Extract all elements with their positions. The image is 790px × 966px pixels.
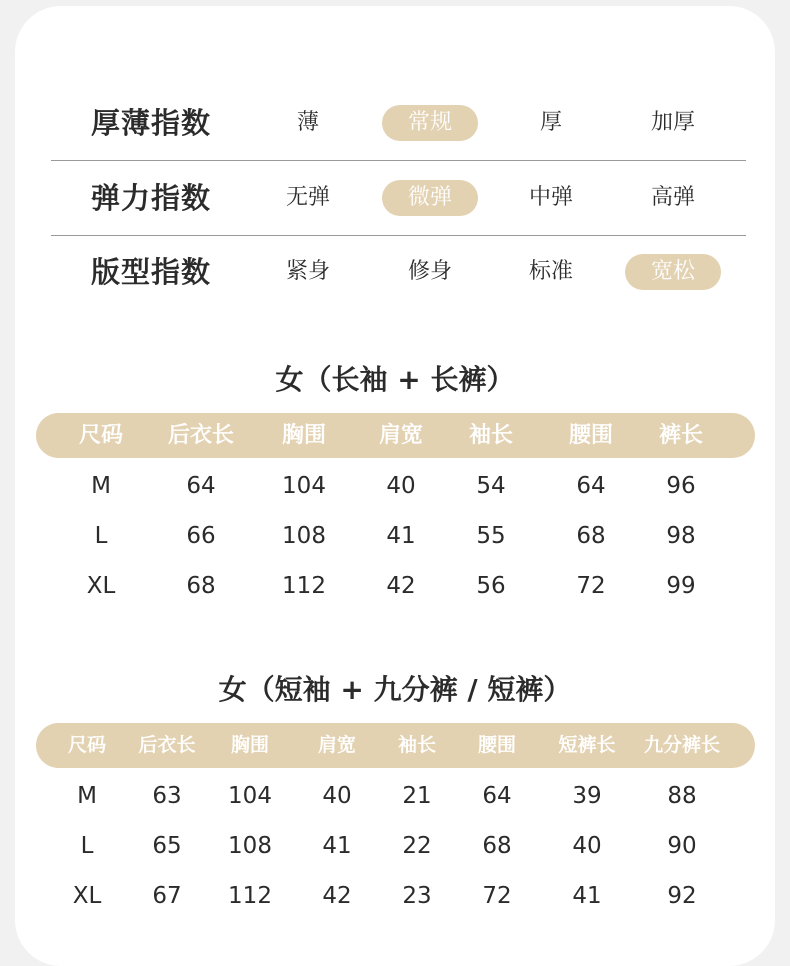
table-cell: 42: [322, 883, 352, 909]
elasticity-option-medium: 中弹: [528, 185, 573, 210]
table-cell: 96: [666, 473, 696, 499]
table1-header-cell: 后衣长: [167, 423, 235, 448]
table2-header-cell: 袖长: [397, 734, 437, 756]
table-cell: 112: [228, 883, 272, 909]
table1-header-cell: 袖长: [468, 423, 514, 448]
table-row: [0, 771, 790, 821]
table-cell: M: [91, 473, 111, 499]
table-cell: 63: [152, 783, 182, 809]
table-row: [0, 461, 790, 511]
fit-option-slim: 修身: [407, 259, 452, 284]
table-cell: 72: [576, 573, 606, 599]
table-cell: 64: [482, 783, 512, 809]
elasticity-option-high: 高弹: [650, 185, 695, 210]
table-row: [0, 561, 790, 611]
table2-header: [36, 723, 755, 768]
table-cell: 72: [482, 883, 512, 909]
table-row: [0, 511, 790, 561]
table-cell: M: [77, 783, 97, 809]
table-cell: XL: [72, 883, 102, 909]
table-cell: L: [94, 523, 108, 549]
table1-title: 女（长袖 + 长裤）: [275, 363, 515, 396]
elasticity-option-none: 无弹: [285, 185, 330, 210]
table1-header-cell: 胸围: [281, 423, 327, 448]
table-cell: 64: [186, 473, 216, 499]
table-cell: 39: [572, 783, 602, 809]
elasticity-index-label: 弹力指数: [91, 181, 212, 215]
table-cell: 41: [572, 883, 602, 909]
table-cell: 92: [667, 883, 697, 909]
table-cell: 40: [322, 783, 352, 809]
table-cell: 104: [228, 783, 272, 809]
table1-header-cell: 肩宽: [378, 423, 424, 448]
elasticity-index-row: [51, 161, 746, 236]
table-cell: 64: [576, 473, 606, 499]
thickness-option-regular: 常规: [382, 105, 478, 141]
table-cell: 108: [228, 833, 272, 859]
table-cell: 54: [476, 473, 506, 499]
fit-option-standard: 标准: [528, 259, 573, 284]
table-cell: XL: [86, 573, 116, 599]
table-cell: 40: [386, 473, 416, 499]
table-cell: 65: [152, 833, 182, 859]
table2-header-cell: 腰围: [477, 734, 517, 756]
table-cell: 104: [282, 473, 326, 499]
table-cell: 112: [282, 573, 326, 599]
table-cell: 23: [402, 883, 432, 909]
fit-option-tight: 紧身: [285, 259, 330, 284]
table2-header-cell: 胸围: [230, 734, 270, 756]
table2-header-cell: 九分裤长: [643, 734, 721, 756]
thickness-index-row: [51, 86, 746, 161]
table-cell: 42: [386, 573, 416, 599]
table-row: [0, 871, 790, 921]
table-cell: 21: [402, 783, 432, 809]
table-cell: 68: [576, 523, 606, 549]
table2-title: 女（短袖 + 九分裤 / 短裤）: [218, 673, 572, 706]
table2-header-cell: 后衣长: [138, 734, 196, 756]
table-cell: 56: [476, 573, 506, 599]
table2-header-cell: 尺码: [67, 734, 107, 756]
table1-header-cell: 尺码: [78, 423, 124, 448]
table-cell: L: [80, 833, 94, 859]
table-cell: 41: [386, 523, 416, 549]
table-cell: 40: [572, 833, 602, 859]
table-cell: 68: [186, 573, 216, 599]
table2-header-cell: 肩宽: [317, 734, 357, 756]
fit-index-row: [51, 235, 746, 309]
fit-index-label: 版型指数: [91, 255, 212, 289]
table-cell: 55: [476, 523, 506, 549]
table-cell: 41: [322, 833, 352, 859]
table-cell: 67: [152, 883, 182, 909]
thickness-option-thick: 厚: [539, 110, 562, 135]
table-cell: 68: [482, 833, 512, 859]
table-cell: 66: [186, 523, 216, 549]
table-cell: 90: [667, 833, 697, 859]
table2-header-cell: 短裤长: [558, 734, 616, 756]
elasticity-option-slight: 微弹: [382, 180, 478, 216]
fit-option-loose: 宽松: [625, 254, 721, 290]
table1-header-cell: 裤长: [658, 423, 704, 448]
thickness-option-thin: 薄: [296, 110, 319, 135]
thickness-index-label: 厚薄指数: [91, 106, 212, 140]
table-cell: 22: [402, 833, 432, 859]
table-cell: 88: [667, 783, 697, 809]
table-cell: 98: [666, 523, 696, 549]
table1-header-cell: 腰围: [568, 423, 614, 448]
thickness-option-extra-thick: 加厚: [650, 110, 695, 135]
table1-header: [36, 413, 755, 458]
table-row: [0, 821, 790, 871]
table-cell: 108: [282, 523, 326, 549]
table-cell: 99: [666, 573, 696, 599]
